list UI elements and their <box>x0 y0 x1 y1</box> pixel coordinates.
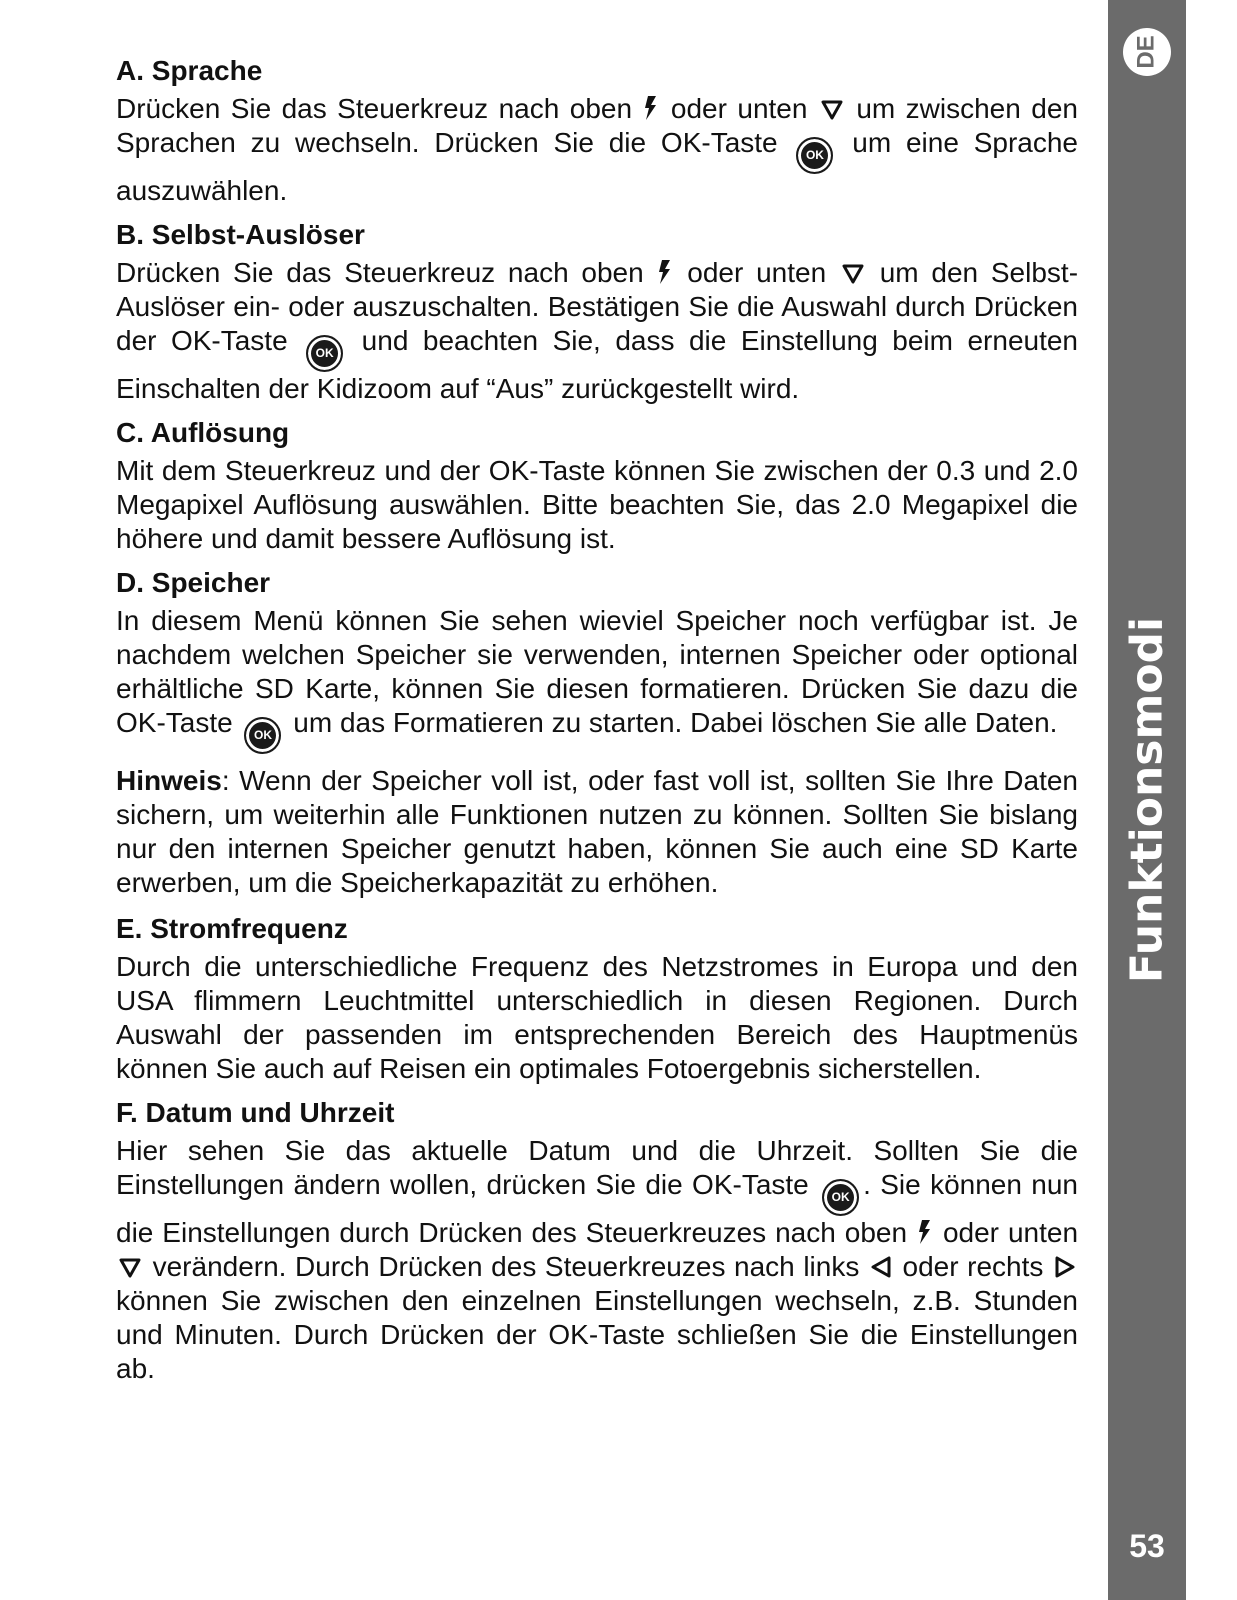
section-d-text-2: um das Formatieren zu starten. Dabei löschen Sie alle Daten. <box>293 707 1058 738</box>
section-a-text-4: um eine Sprache auszuwählen. <box>116 127 1078 206</box>
section-d-text <box>116 604 1078 754</box>
section-b-text-1: Drücken Sie das Steuerkreuz nach oben <box>116 257 644 288</box>
triangle-down-icon <box>820 99 844 121</box>
section-f-text-1: Hier sehen Sie das aktuelle Datum und die Uhrzeit. Sollten Sie die Einstellungen ändern wollen, drücken Sie die OK-Taste <box>116 1135 1078 1200</box>
section-f-text <box>116 1134 1078 1386</box>
chapter-title: Funktionsmodi <box>1121 616 1173 984</box>
triangle-left-icon <box>870 1255 892 1279</box>
bolt-up-icon <box>918 1220 932 1244</box>
section-a-text-1: Drücken Sie das Steuerkreuz nach oben <box>116 93 633 124</box>
section-b-text <box>116 256 1078 406</box>
language-code: DE <box>1133 35 1160 69</box>
ok-button-icon: OK <box>822 1179 859 1216</box>
section-a-title: A. Sprache <box>116 55 263 86</box>
section-d-text-1: In diesem Menü können Sie sehen wieviel Speicher noch verfügbar ist. Je nachdem welchen Speicher sie verwenden, internen Speicher oder optional erhältliche SD Karte, können Sie diesen formatieren. Drücken Sie dazu die OK-Taste <box>116 605 1078 738</box>
section-e-text: Durch die unterschiedliche Frequenz des Netzstromes in Europa und den USA flimmern Leuchtmittel unterschiedlich in diesen Regionen. Durch Auswahl der passenden im entsprechenden Bereich des Hauptmenüs können Sie auch auf Reisen ein optimales Fotoergebnis sicherstellen. <box>116 951 1078 1084</box>
section-f-text-3: oder unten <box>942 1217 1079 1248</box>
section-a-text <box>116 92 1078 208</box>
section-c-text: Mit dem Steuerkreuz und der OK-Taste können Sie zwischen der 0.3 und 2.0 Megapixel Auflösung auswählen. Bitte beachten Sie, das 2.0 Megapixel die höhere und damit bessere Auflösung ist. <box>116 455 1078 554</box>
section-b-text-3: um den Selbst-Auslöser ein- oder auszuschalten. Bestätigen Sie die Auswahl durch Drücken der OK-Taste <box>116 257 1079 356</box>
section-f-text-5: oder rechts <box>902 1251 1044 1282</box>
section-b-text-2: oder unten <box>687 257 827 288</box>
triangle-right-icon <box>1054 1255 1076 1279</box>
side-tab <box>1108 0 1186 1600</box>
bolt-up-icon <box>658 260 672 284</box>
ok-button-icon: OK <box>244 717 281 754</box>
language-badge <box>1123 28 1171 76</box>
ok-button-icon: OK <box>306 335 343 372</box>
section-b-title: B. Selbst-Auslöser <box>116 219 365 250</box>
ok-button-icon: OK <box>796 137 833 174</box>
section-f-title: F. Datum und Uhrzeit <box>116 1097 395 1128</box>
triangle-down-icon <box>118 1257 142 1279</box>
manual-content <box>116 54 1078 1396</box>
triangle-down-icon <box>841 263 865 285</box>
section-f-text-6: können Sie zwischen den einzelnen Einstellungen wechseln, z.B. Stunden und Minuten. Durch Drücken der OK-Taste schließen Sie die Einstellungen ab. <box>116 1285 1078 1384</box>
note-label: Hinweis <box>116 765 222 796</box>
bolt-up-icon <box>644 96 658 120</box>
section-d-note <box>116 764 1078 900</box>
section-f-text-2: . Sie können nun die Einstellungen durch Drücken des Steuerkreuzes nach oben <box>116 1169 1078 1248</box>
section-a-text-3: um zwischen den Sprachen zu wechseln. Drücken Sie die OK-Taste <box>116 93 1078 158</box>
section-d-title: D. Speicher <box>116 567 271 598</box>
note-text: : Wenn der Speicher voll ist, oder fast voll ist, sollten Sie Ihre Daten sichern, um weiterhin alle Funktionen nutzen zu können. Sollten Sie bislang nur den internen Speicher genutzt haben, können Sie auch eine SD Karte erwerben, um die Speicherkapazität zu erhöhen. <box>116 765 1078 898</box>
section-e-title: E. Stromfrequenz <box>116 913 348 944</box>
section-a-text-2: oder unten <box>670 93 808 124</box>
section-b-text-4: und beachten Sie, dass die Einstellung beim erneuten Einschalten der Kidizoom auf “Aus” zurückgestellt wird. <box>116 325 1079 404</box>
section-c-title: C. Auflösung <box>116 417 290 448</box>
section-f-text-4: verändern. Durch Drücken des Steuerkreuzes nach links <box>152 1251 860 1282</box>
page-number: 53 <box>1129 1528 1165 1564</box>
